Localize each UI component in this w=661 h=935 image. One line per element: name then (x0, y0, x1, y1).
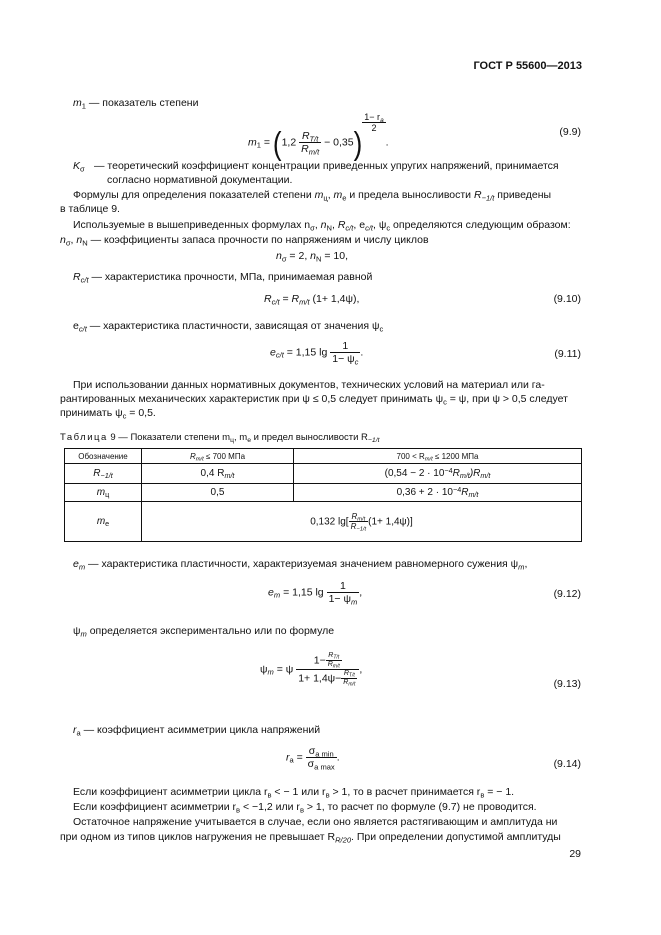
ksigma-text: — теоретический коэффициент концентрации приведенных упругих напряжений, принимается (94, 160, 559, 172)
m1-sub: 1 (81, 101, 86, 111)
paragraph-use-1: При использовании данных нормативных документов, технических условий на материал или га- (73, 379, 545, 391)
table-header-col1: $R_{m/t} \le 700$ МПа (142, 449, 294, 464)
eq-number-9-11: (9.11) (554, 348, 581, 360)
equation-9-14: $r_a$ = $\frac{\sigma_{a min}}{\sigma_{a max}}$ . (286, 745, 340, 772)
equation-n: $n_\sigma = 2$, $n_N = 10$, (276, 250, 349, 264)
eq-number-9-12: (9.12) (553, 588, 581, 600)
paragraph-use-2: рантированных механических характеристик при ψ ≤ 0,5 следует принимать $\psi_с = \psi$, при ψ > 0,5 следует (60, 393, 568, 407)
ec-definition: $e_{c/t}$ — характеристика пластичности, зависящая от значения $\psi_с$ (73, 320, 384, 334)
equation-9-13: $\psi_m = \psi$ 1− $\frac{R_{T/t}}{R_{m/t}}$ 1+ 1,4ψ− $\frac{R_{T/t}}{R_{m/t}}$ , (260, 652, 363, 688)
table-row: $R_{-1/t}$ 0,4 $R_{m/t}$ $(0,54 - 2 \cdot 10^{-4}R_{m/t})R_{m/t}$ (65, 464, 582, 484)
em-definition: $e_m$ — характеристика пластичности, характеризуемая значением равномерного сужения $\psi_m$, (73, 558, 528, 572)
eq-number-9-9: (9.9) (559, 126, 581, 138)
eq-number-9-14: (9.14) (553, 758, 581, 770)
eq99-lhs: m (248, 136, 257, 149)
closing-4: при одном из типов циклов нагружения не превышает $R_{R/20}$. При определении допустимой амплитуды (60, 831, 561, 845)
paragraph-n-def: $n_\sigma$, $n_N$ — коэффициенты запаса прочности по напряжениям и числу циклов (60, 234, 429, 248)
ksigma-text-2: согласно нормативной документации. (107, 174, 293, 186)
paragraph-formulas: Формулы для определения показателей степени $m_ц$, $m_e$ и предела выносливости $R_{-1/t}$ приведены (73, 189, 552, 203)
eq99-exponent: $\frac{1- r_a}{2}$ (364, 112, 384, 134)
paragraph-use-3: принимать $\psi_с = 0,5$. (60, 407, 156, 421)
paragraph-used: Используемые в вышеприведенных формулах $n_\sigma$, $n_N$, $R_{c/t}$, $e_{c/t}$, $\psi_c$ определяются следующим образом: (73, 219, 571, 233)
m1-definition (73, 97, 198, 109)
m1-symbol: m (73, 97, 82, 109)
closing-3: Остаточное напряжение учитывается в случае, если оно является растягивающим и амплитуда ни (73, 816, 558, 828)
eq99-coef: 1,2 (281, 136, 297, 149)
table-header-symbol: Обозначение (65, 449, 142, 464)
equation-9-10: $R_{c/t} = R_{m/t}$ (1+ 1,4ψ), (264, 293, 360, 307)
paragraph-formulas-2: в таблице 9. (60, 203, 120, 215)
table-row: $m_e$ 0,132 lg[ $\frac{R_{m/t}}{R_{-1/t}}$ (1+ 1,4ψ)] (65, 502, 582, 542)
eq99-lhs-sub: 1 (256, 140, 261, 150)
equation-9-9: $m_1 = (1,2$ $\frac{R_{T/t}}{R_{m/t}}$ − 0,35) $\frac{1- r_a}{2}$ . (248, 112, 389, 162)
eq99-minus: − 0,35 (324, 136, 354, 149)
equation-9-12: $e_m = 1,15$ lg $\frac{1}{1- \psi_m}$ , (268, 580, 363, 607)
ksigma-definition: $K_\sigma$ (73, 160, 85, 174)
table-header-row (65, 449, 582, 464)
equation-9-11: $e_{c/t} = 1,15$ lg $\frac{1}{1- \psi_c}$ . (270, 340, 364, 367)
page-number: 29 (569, 848, 581, 860)
eq-number-9-10: (9.10) (553, 293, 581, 305)
eq99-fraction: $\frac{R_{T/t}}{R_{m/t}}$ (301, 130, 320, 157)
table-row: $m_ц$ 0,5 $0,36 + 2 \cdot 10^{-4}R_{m/t}$ (65, 484, 582, 502)
table-9 (64, 448, 582, 542)
table9-caption: Таблица 9 — Показатели степени $m_ц$, $m_e$ и предел выносливости $R_{-1/t}$ (60, 432, 380, 445)
psim-definition: $\psi_m$ определяется экспериментально или по формуле (73, 625, 335, 639)
m1-text: — показатель степени (85, 97, 199, 109)
ra-definition: $r_a$ — коэффициент асимметрии цикла напряжений (73, 724, 321, 738)
eq-number-9-13: (9.13) (553, 678, 581, 690)
closing-2: Если коэффициент асимметрии $r_в < -1,2$ или $r_в > 1$, то расчет по формуле (9.7) не проводится. (73, 801, 537, 815)
rc-definition: $R_{c/t}$ — характеристика прочности, МПа, принимаемая равной (73, 271, 373, 285)
doc-id: ГОСТ Р 55600—2013 (473, 60, 582, 72)
table-header-col2: $700 < R_{m/t} \le 1200$ МПа (294, 449, 582, 464)
closing-1: Если коэффициент асимметрии цикла $r_в$ < − 1 или $r_в > 1$, то в расчет принимается $r_в$ = − 1. (73, 786, 515, 800)
